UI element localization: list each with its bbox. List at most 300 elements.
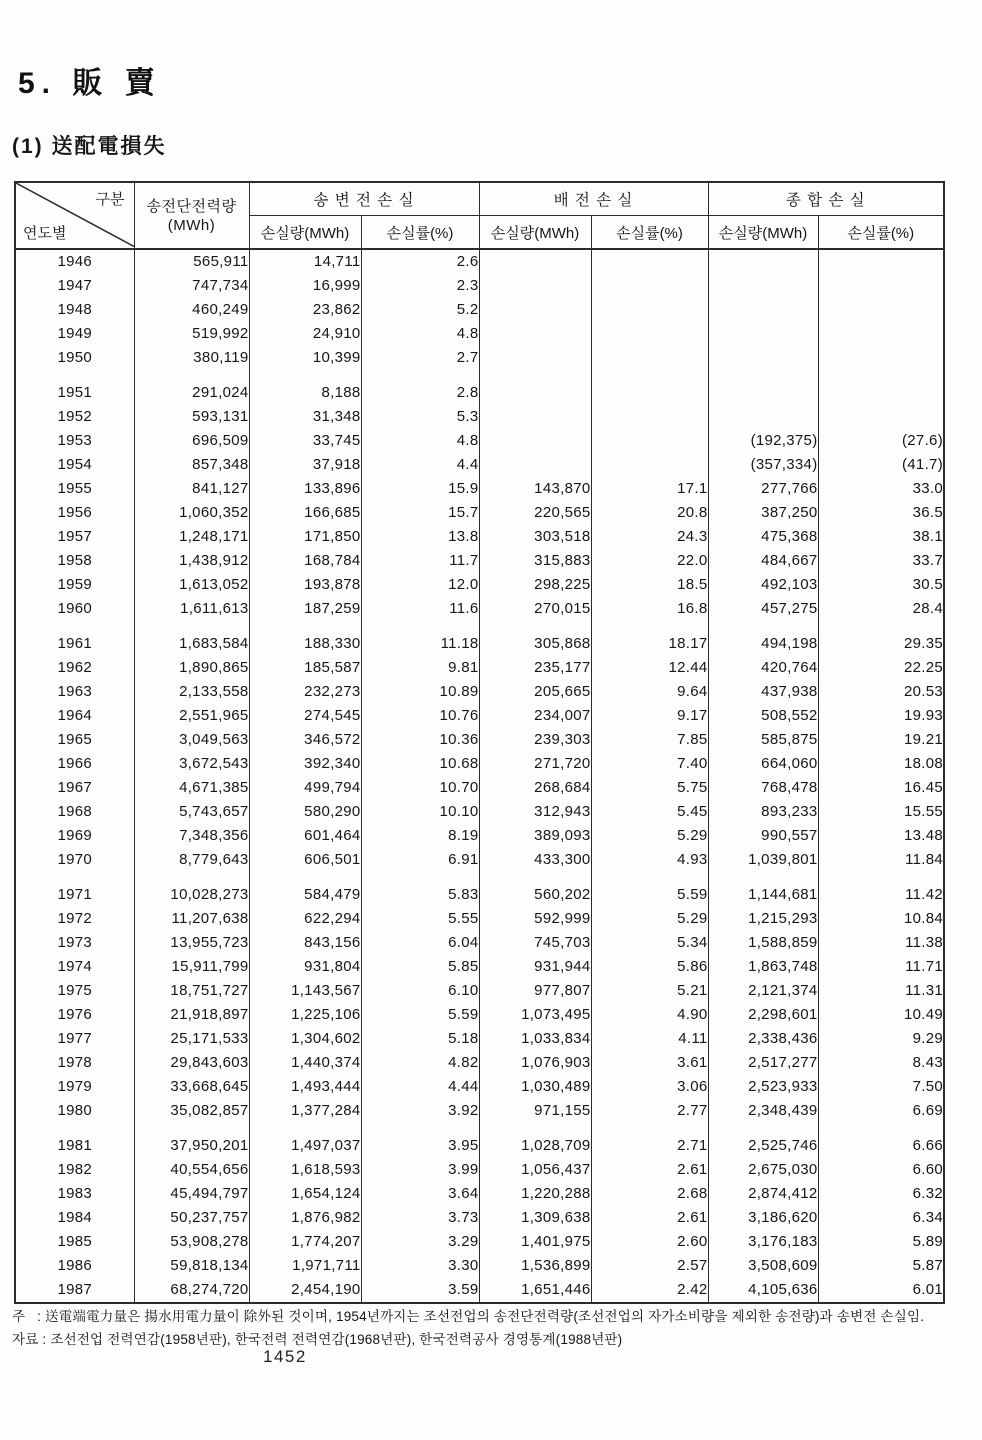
cell-total-loss-rate: 6.32 [818, 1182, 944, 1206]
cell-total-loss-amount: 492,103 [708, 573, 818, 597]
header-corner-year: 연도별 [23, 225, 67, 242]
table-row [15, 501, 944, 525]
cell-trans-loss-amount: 1,225,106 [249, 1003, 361, 1027]
cell-trans-loss-amount: 37,918 [249, 453, 361, 477]
cell-trans-loss-rate: 5.83 [361, 883, 479, 907]
cell-power-sent: 1,890,865 [134, 656, 249, 680]
header-total-loss-rate: 손실률(%) [818, 216, 944, 250]
cell-trans-loss-rate: 10.70 [361, 776, 479, 800]
cell-power-sent: 696,509 [134, 429, 249, 453]
table-row [15, 1027, 944, 1051]
footnotes [12, 1305, 974, 1351]
cell-trans-loss-amount: 392,340 [249, 752, 361, 776]
cell-trans-loss-rate: 13.8 [361, 525, 479, 549]
cell-dist-loss-rate: 9.17 [591, 704, 708, 728]
cell-total-loss-amount: 2,874,412 [708, 1182, 818, 1206]
cell-total-loss-rate: 11.84 [818, 848, 944, 872]
cell-trans-loss-amount: 168,784 [249, 549, 361, 573]
cell-trans-loss-rate: 5.85 [361, 955, 479, 979]
cell-total-loss-rate: 30.5 [818, 573, 944, 597]
cell-trans-loss-amount: 1,654,124 [249, 1182, 361, 1206]
cell-total-loss-rate: 6.01 [818, 1278, 944, 1303]
cell-total-loss-rate: 11.71 [818, 955, 944, 979]
gap-cell [708, 370, 818, 381]
cell-dist-loss-rate: 5.45 [591, 800, 708, 824]
header-power-sent-label: 송전단전력량 [146, 197, 237, 215]
cell-power-sent: 1,613,052 [134, 573, 249, 597]
gap-cell [591, 370, 708, 381]
cell-total-loss-rate: 6.60 [818, 1158, 944, 1182]
cell-dist-loss-amount: 312,943 [479, 800, 591, 824]
cell-year: 1979 [57, 1078, 93, 1095]
cell-total-loss-amount: 508,552 [708, 704, 818, 728]
cell-trans-loss-rate: 5.59 [361, 1003, 479, 1027]
cell-dist-loss-amount [479, 453, 591, 477]
gap-cell [361, 370, 479, 381]
header-dist-loss-rate: 손실률(%) [591, 216, 708, 250]
cell-total-loss-amount: (192,375) [708, 429, 818, 453]
table-row [15, 346, 944, 370]
cell-trans-loss-amount: 1,497,037 [249, 1134, 361, 1158]
cell-total-loss-rate: 33.0 [818, 477, 944, 501]
cell-power-sent: 380,119 [134, 346, 249, 370]
cell-trans-loss-rate: 8.19 [361, 824, 479, 848]
cell-trans-loss-amount: 1,971,711 [249, 1254, 361, 1278]
cell-power-sent: 45,494,797 [134, 1182, 249, 1206]
cell-year: 1982 [57, 1161, 93, 1178]
header-power-sent [134, 182, 249, 249]
cell-trans-loss-amount: 622,294 [249, 907, 361, 931]
cell-trans-loss-amount: 1,143,567 [249, 979, 361, 1003]
cell-dist-loss-rate: 18.5 [591, 573, 708, 597]
cell-dist-loss-amount [479, 346, 591, 370]
table-row [15, 549, 944, 573]
cell-total-loss-rate: (27.6) [818, 429, 944, 453]
cell-power-sent: 1,438,912 [134, 549, 249, 573]
cell-trans-loss-rate: 6.91 [361, 848, 479, 872]
cell-total-loss-amount: 484,667 [708, 549, 818, 573]
table-row [15, 405, 944, 429]
cell-dist-loss-rate [591, 249, 708, 274]
cell-dist-loss-rate: 5.59 [591, 883, 708, 907]
gap-cell [708, 872, 818, 883]
cell-trans-loss-amount: 499,794 [249, 776, 361, 800]
cell-total-loss-amount [708, 381, 818, 405]
gap-cell [479, 370, 591, 381]
cell-total-loss-rate: 10.49 [818, 1003, 944, 1027]
cell-trans-loss-amount: 1,493,444 [249, 1075, 361, 1099]
cell-year: 1960 [57, 600, 93, 617]
cell-year: 1964 [57, 707, 93, 724]
cell-power-sent: 4,671,385 [134, 776, 249, 800]
cell-total-loss-rate [818, 298, 944, 322]
cell-dist-loss-rate [591, 274, 708, 298]
cell-total-loss-rate: 11.31 [818, 979, 944, 1003]
cell-total-loss-rate: 33.7 [818, 549, 944, 573]
cell-dist-loss-rate: 3.61 [591, 1051, 708, 1075]
cell-dist-loss-amount [479, 298, 591, 322]
gap-cell [479, 872, 591, 883]
cell-trans-loss-amount: 601,464 [249, 824, 361, 848]
gap-cell [361, 621, 479, 632]
table-row [15, 298, 944, 322]
cell-year: 1986 [57, 1257, 93, 1274]
cell-total-loss-rate: 22.25 [818, 656, 944, 680]
table-row [15, 848, 944, 872]
cell-total-loss-amount: 437,938 [708, 680, 818, 704]
cell-trans-loss-rate: 11.18 [361, 632, 479, 656]
table-row [15, 322, 944, 346]
cell-power-sent: 857,348 [134, 453, 249, 477]
gap-cell [134, 621, 249, 632]
cell-total-loss-rate: 13.48 [818, 824, 944, 848]
cell-total-loss-amount [708, 322, 818, 346]
cell-year: 1950 [57, 349, 93, 366]
table-row [15, 979, 944, 1003]
table-row [15, 776, 944, 800]
table-row [15, 800, 944, 824]
cell-trans-loss-rate: 10.89 [361, 680, 479, 704]
cell-trans-loss-rate: 4.82 [361, 1051, 479, 1075]
cell-year: 1962 [57, 659, 93, 676]
cell-power-sent: 18,751,727 [134, 979, 249, 1003]
cell-trans-loss-rate: 10.68 [361, 752, 479, 776]
cell-dist-loss-rate: 7.85 [591, 728, 708, 752]
cell-year: 1956 [57, 504, 93, 521]
cell-total-loss-rate: 9.29 [818, 1027, 944, 1051]
cell-year: 1968 [57, 803, 93, 820]
footnote-note: 주 : 送電端電力量은 揚水用電力量이 除外된 것이며, 1954년까지는 조선전업의 송전단전력량(조선전업의 자가소비량을 제외한 송전량)과 송변전 손실임. [12, 1309, 925, 1324]
cell-dist-loss-amount: 1,073,495 [479, 1003, 591, 1027]
table-row [15, 1206, 944, 1230]
cell-year: 1975 [57, 982, 93, 999]
gap-cell [708, 1123, 818, 1134]
table-row [15, 883, 944, 907]
cell-trans-loss-rate: 4.8 [361, 322, 479, 346]
cell-dist-loss-amount [479, 429, 591, 453]
table-row [15, 1230, 944, 1254]
cell-dist-loss-amount: 977,807 [479, 979, 591, 1003]
cell-power-sent: 747,734 [134, 274, 249, 298]
cell-trans-loss-amount: 166,685 [249, 501, 361, 525]
cell-trans-loss-rate: 2.8 [361, 381, 479, 405]
cell-total-loss-amount: 990,557 [708, 824, 818, 848]
gap-cell [249, 370, 361, 381]
table-row [15, 429, 944, 453]
cell-total-loss-amount: 2,675,030 [708, 1158, 818, 1182]
cell-dist-loss-rate [591, 298, 708, 322]
cell-total-loss-amount: 2,298,601 [708, 1003, 818, 1027]
cell-dist-loss-amount: 1,056,437 [479, 1158, 591, 1182]
cell-dist-loss-rate [591, 322, 708, 346]
cell-total-loss-rate: 8.43 [818, 1051, 944, 1075]
cell-power-sent: 68,274,720 [134, 1278, 249, 1303]
cell-power-sent: 11,207,638 [134, 907, 249, 931]
gap-cell [818, 872, 944, 883]
header-power-sent-unit: (MWh) [167, 216, 216, 234]
cell-dist-loss-amount: 433,300 [479, 848, 591, 872]
table-row [15, 477, 944, 501]
cell-total-loss-amount [708, 249, 818, 274]
cell-power-sent: 7,348,356 [134, 824, 249, 848]
cell-power-sent: 519,992 [134, 322, 249, 346]
cell-year: 1985 [57, 1233, 93, 1250]
cell-trans-loss-amount: 1,440,374 [249, 1051, 361, 1075]
gap-cell [134, 370, 249, 381]
cell-dist-loss-rate [591, 381, 708, 405]
cell-trans-loss-amount: 14,711 [249, 249, 361, 274]
cell-year: 1958 [57, 552, 93, 569]
cell-trans-loss-rate: 3.73 [361, 1206, 479, 1230]
cell-trans-loss-rate: 10.10 [361, 800, 479, 824]
cell-trans-loss-rate: 5.18 [361, 1027, 479, 1051]
header-group-transmission-loss: 송 변 전 손 실 [249, 182, 479, 216]
cell-trans-loss-amount: 187,259 [249, 597, 361, 621]
table-row [15, 1278, 944, 1303]
cell-dist-loss-rate [591, 405, 708, 429]
cell-dist-loss-rate: 22.0 [591, 549, 708, 573]
cell-power-sent: 1,248,171 [134, 525, 249, 549]
cell-power-sent: 10,028,273 [134, 883, 249, 907]
cell-total-loss-amount: 3,508,609 [708, 1254, 818, 1278]
cell-dist-loss-amount: 315,883 [479, 549, 591, 573]
cell-total-loss-rate: 16.45 [818, 776, 944, 800]
cell-trans-loss-amount: 10,399 [249, 346, 361, 370]
cell-trans-loss-rate: 3.92 [361, 1099, 479, 1123]
cell-total-loss-amount: 1,588,859 [708, 931, 818, 955]
gap-cell [818, 370, 944, 381]
cell-total-loss-rate: 6.66 [818, 1134, 944, 1158]
cell-trans-loss-amount: 23,862 [249, 298, 361, 322]
cell-dist-loss-amount: 303,518 [479, 525, 591, 549]
group-gap-row [15, 1123, 944, 1134]
cell-trans-loss-rate: 11.7 [361, 549, 479, 573]
cell-trans-loss-amount: 232,273 [249, 680, 361, 704]
cell-dist-loss-rate: 5.86 [591, 955, 708, 979]
cell-power-sent: 40,554,656 [134, 1158, 249, 1182]
table-row [15, 1099, 944, 1123]
cell-dist-loss-amount: 971,155 [479, 1099, 591, 1123]
cell-dist-loss-rate: 17.1 [591, 477, 708, 501]
table-row [15, 931, 944, 955]
cell-trans-loss-amount: 133,896 [249, 477, 361, 501]
cell-dist-loss-rate: 5.29 [591, 907, 708, 931]
cell-dist-loss-rate: 5.21 [591, 979, 708, 1003]
cell-trans-loss-rate: 6.10 [361, 979, 479, 1003]
cell-total-loss-amount: 2,348,439 [708, 1099, 818, 1123]
cell-power-sent: 565,911 [134, 249, 249, 274]
cell-trans-loss-rate: 4.44 [361, 1075, 479, 1099]
cell-dist-loss-rate: 5.34 [591, 931, 708, 955]
cell-dist-loss-amount: 271,720 [479, 752, 591, 776]
cell-year: 1980 [57, 1102, 93, 1119]
cell-power-sent: 5,743,657 [134, 800, 249, 824]
cell-dist-loss-rate: 2.61 [591, 1206, 708, 1230]
cell-total-loss-rate: 6.34 [818, 1206, 944, 1230]
table-row [15, 1003, 944, 1027]
table-row [15, 1158, 944, 1182]
cell-power-sent: 3,672,543 [134, 752, 249, 776]
cell-year: 1978 [57, 1054, 93, 1071]
cell-year: 1977 [57, 1030, 93, 1047]
cell-power-sent: 8,779,643 [134, 848, 249, 872]
gap-cell [15, 621, 134, 632]
cell-total-loss-amount: 2,338,436 [708, 1027, 818, 1051]
cell-trans-loss-rate: 10.76 [361, 704, 479, 728]
cell-total-loss-rate [818, 346, 944, 370]
cell-trans-loss-amount: 606,501 [249, 848, 361, 872]
cell-dist-loss-rate: 4.93 [591, 848, 708, 872]
cell-total-loss-amount: 2,523,933 [708, 1075, 818, 1099]
cell-year: 1965 [57, 731, 93, 748]
cell-total-loss-amount: 3,176,183 [708, 1230, 818, 1254]
cell-dist-loss-amount: 305,868 [479, 632, 591, 656]
cell-dist-loss-rate: 4.90 [591, 1003, 708, 1027]
cell-year: 1971 [57, 886, 93, 903]
header-corner-category: 구분 [95, 191, 125, 208]
cell-total-loss-amount: 585,875 [708, 728, 818, 752]
cell-total-loss-amount [708, 298, 818, 322]
cell-trans-loss-rate: 9.81 [361, 656, 479, 680]
cell-trans-loss-rate: 15.9 [361, 477, 479, 501]
cell-trans-loss-rate: 3.30 [361, 1254, 479, 1278]
cell-trans-loss-amount: 274,545 [249, 704, 361, 728]
cell-year: 1954 [57, 456, 93, 473]
cell-dist-loss-rate: 2.60 [591, 1230, 708, 1254]
cell-dist-loss-amount [479, 249, 591, 274]
gap-cell [479, 621, 591, 632]
cell-dist-loss-amount: 931,944 [479, 955, 591, 979]
cell-total-loss-amount: 457,275 [708, 597, 818, 621]
cell-dist-loss-rate: 20.8 [591, 501, 708, 525]
cell-power-sent: 2,133,558 [134, 680, 249, 704]
cell-power-sent: 15,911,799 [134, 955, 249, 979]
gap-cell [15, 1123, 134, 1134]
cell-year: 1967 [57, 779, 93, 796]
cell-total-loss-rate: 28.4 [818, 597, 944, 621]
cell-total-loss-amount: 1,863,748 [708, 955, 818, 979]
table-row [15, 1075, 944, 1099]
cell-power-sent: 29,843,603 [134, 1051, 249, 1075]
group-gap-row [15, 872, 944, 883]
cell-dist-loss-amount: 143,870 [479, 477, 591, 501]
cell-dist-loss-rate: 3.06 [591, 1075, 708, 1099]
cell-power-sent: 21,918,897 [134, 1003, 249, 1027]
cell-year: 1949 [57, 325, 93, 342]
cell-year: 1963 [57, 683, 93, 700]
cell-total-loss-rate: 7.50 [818, 1075, 944, 1099]
cell-total-loss-amount: 2,525,746 [708, 1134, 818, 1158]
gap-cell [361, 872, 479, 883]
cell-dist-loss-rate [591, 346, 708, 370]
cell-dist-loss-rate: 2.71 [591, 1134, 708, 1158]
cell-total-loss-amount: 2,517,277 [708, 1051, 818, 1075]
table-row [15, 955, 944, 979]
cell-trans-loss-amount: 843,156 [249, 931, 361, 955]
table-row [15, 907, 944, 931]
cell-year: 1951 [57, 384, 93, 401]
cell-total-loss-rate: 5.87 [818, 1254, 944, 1278]
cell-dist-loss-amount: 268,684 [479, 776, 591, 800]
cell-total-loss-rate: 15.55 [818, 800, 944, 824]
cell-power-sent: 25,171,533 [134, 1027, 249, 1051]
cell-total-loss-rate: 11.42 [818, 883, 944, 907]
cell-trans-loss-amount: 580,290 [249, 800, 361, 824]
cell-total-loss-rate: 18.08 [818, 752, 944, 776]
cell-year: 1955 [57, 480, 93, 497]
cell-dist-loss-rate: 2.61 [591, 1158, 708, 1182]
cell-dist-loss-amount [479, 322, 591, 346]
loss-table-body [15, 249, 944, 1303]
cell-dist-loss-rate [591, 453, 708, 477]
cell-trans-loss-rate: 11.6 [361, 597, 479, 621]
cell-trans-loss-amount: 33,745 [249, 429, 361, 453]
gap-cell [249, 872, 361, 883]
table-row [15, 728, 944, 752]
cell-total-loss-rate: 19.93 [818, 704, 944, 728]
table-row [15, 632, 944, 656]
gap-cell [249, 1123, 361, 1134]
cell-total-loss-amount: 768,478 [708, 776, 818, 800]
header-dist-loss-amount: 손실량(MWh) [479, 216, 591, 250]
cell-year: 1959 [57, 576, 93, 593]
cell-trans-loss-amount: 1,377,284 [249, 1099, 361, 1123]
cell-dist-loss-amount: 1,220,288 [479, 1182, 591, 1206]
cell-dist-loss-rate: 24.3 [591, 525, 708, 549]
table-header [15, 182, 944, 249]
gap-cell [134, 872, 249, 883]
cell-dist-loss-amount [479, 381, 591, 405]
cell-trans-loss-amount: 1,876,982 [249, 1206, 361, 1230]
cell-total-loss-rate: 6.69 [818, 1099, 944, 1123]
cell-dist-loss-rate: 16.8 [591, 597, 708, 621]
footnote-source: 자료 : 조선전업 전력연감(1958년판), 한국전력 전력연감(1968년판), 한국전력공사 경영통계(1988년판) [12, 1332, 623, 1347]
cell-dist-loss-rate: 5.75 [591, 776, 708, 800]
table-row [15, 1254, 944, 1278]
cell-dist-loss-amount: 205,665 [479, 680, 591, 704]
table-row [15, 597, 944, 621]
cell-dist-loss-rate: 18.17 [591, 632, 708, 656]
cell-trans-loss-rate: 10.36 [361, 728, 479, 752]
cell-trans-loss-amount: 24,910 [249, 322, 361, 346]
cell-year: 1966 [57, 755, 93, 772]
gap-cell [591, 872, 708, 883]
header-trans-loss-amount: 손실량(MWh) [249, 216, 361, 250]
cell-total-loss-amount: 387,250 [708, 501, 818, 525]
gap-cell [818, 1123, 944, 1134]
cell-trans-loss-rate: 5.2 [361, 298, 479, 322]
cell-power-sent: 1,683,584 [134, 632, 249, 656]
cell-total-loss-amount: 277,766 [708, 477, 818, 501]
gap-cell [361, 1123, 479, 1134]
cell-year: 1961 [57, 635, 93, 652]
cell-total-loss-amount: 475,368 [708, 525, 818, 549]
cell-total-loss-rate: 36.5 [818, 501, 944, 525]
cell-trans-loss-rate: 3.64 [361, 1182, 479, 1206]
cell-total-loss-rate [818, 405, 944, 429]
cell-power-sent: 291,024 [134, 381, 249, 405]
table-row [15, 752, 944, 776]
gap-cell [249, 621, 361, 632]
cell-power-sent: 593,131 [134, 405, 249, 429]
cell-year: 1970 [57, 851, 93, 868]
cell-power-sent: 1,611,613 [134, 597, 249, 621]
cell-dist-loss-amount: 235,177 [479, 656, 591, 680]
cell-year: 1952 [57, 408, 93, 425]
table-row [15, 381, 944, 405]
cell-total-loss-rate: 10.84 [818, 907, 944, 931]
cell-dist-loss-amount: 270,015 [479, 597, 591, 621]
